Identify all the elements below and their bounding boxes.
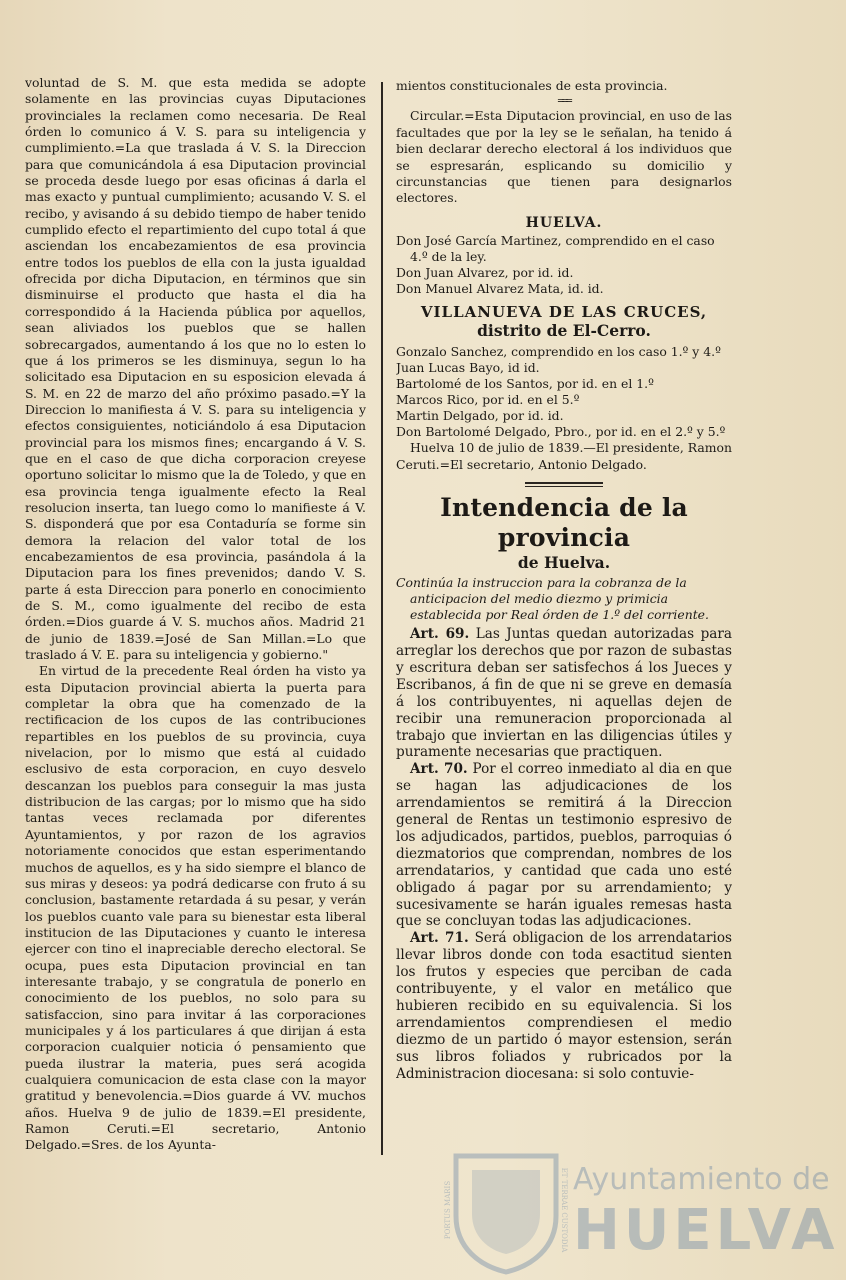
article-text: Será obligacion de los arrendatarios llevar libros donde con toda esactitud sienten los frutos y especies que perciban de cada contribuyente, y el valor en metálico que hubieren recibido en su equivalencia. Si los arrendamientos comprendiesen el medio diezmo de un partido ó mayor estension, serán sus libros foliados y rubricados por la Administracion diocesana: si solo contuvie- xyxy=(396,930,732,1082)
article-number: Art. 70. xyxy=(410,761,468,778)
huelva-heading: HUELVA. xyxy=(525,214,603,231)
villanueva-subheading: distrito de El-Cerro. xyxy=(477,321,651,341)
seal-text-right: ET TERRAE CUSTODIA xyxy=(560,1167,568,1253)
article-69 xyxy=(396,626,732,761)
villanueva-elector: Don Bartolomé Delgado, Pbro., por id. en el 2.º y 5.º xyxy=(396,424,726,440)
city-seal-icon xyxy=(442,1150,570,1275)
left-paragraph-2: En virtud de la precedente Real órden ha visto ya esta Diputacion provincial abierta la puerta para completar la obra que ha comenzado de la rectificacion de los cupos de las contribuciones repartibles en los pueblos de su provincia, cuya nivelacion, por lo mismo que está al cuidado esclusivo de esta corporacion, en cuyo desvelo descanzan los pueblos para conseguir la mas justa distribucion de las cargas; por lo mismo que ha sido tantas veces reclamada por diferentes Ayuntamientos, y por razon de los agravios notoriamente conocidos que estan esperimentando muchos de aquellos, es y ha sido siempre el blanco de sus miras y deseos: ya podrá dedicarse con fruto á su conclusion, bastamente retardada á su pesar, y verán los pueblos cuanto vale para su bienestar esta liberal institucion de las Diputaciones y cuanto le interesa ejercer con tino el inapreciable derecho electoral. Se ocupa, pues esta Diputacion provincial en tan interesante trabajo, y se congratula de ponerlo en conocimiento de los pueblos, no solo para su satisfaccion, sino para invitar á las corporaciones municipales y á los particulares á que dirijan á esta corporacion cualquier noticia ó pensamiento que pueda ilustrar la materia, pues será acogida cualquiera comunicacion de esta clase con la mayor gratitud y benevolencia.=Dios guarde á VV. muchos años. Huelva 9 de julio de 1839.=El presidente, Ramon Ceruti.=El secretario, Antonio Delgado.=Sres. de los Ayunta- xyxy=(25,663,366,1153)
continuation-text: mientos constitucionales de esta provincia. xyxy=(396,78,668,93)
left-column xyxy=(25,75,366,1165)
section-title: Intendencia de la provincia xyxy=(440,493,688,553)
article-text: Por el correo inmediato al dia en que se hagan las adjudicaciones de los arrendamientos se remitirá á la Direccion general de Rentas un testimonio espresivo de los adjudicados, partidos, pueblos, parroquias ó diezmatorios que comprendan, nombres de los arrendatarios, y cantidad que cada uno esté obligado á pagar por su arrendamiento; y sucesivamente se harán iguales remesas hasta que se concluyan todas las adjudicaciones. xyxy=(396,761,732,930)
right-column xyxy=(396,78,732,1178)
villanueva-heading: VILLANUEVA DE LAS CRUCES, xyxy=(420,303,708,322)
column-divider xyxy=(381,82,383,1155)
signature-line: Huelva 10 de julio de 1839.—El presidente, Ramon Ceruti.=El secretario, Antonio Delgado. xyxy=(396,440,732,472)
section-subtitle: de Huelva. xyxy=(517,553,611,573)
huelva-elector: Don José García Martinez, comprendido en el caso 4.º de la ley. xyxy=(396,233,715,265)
separator: ═══ xyxy=(557,96,571,108)
article-71 xyxy=(396,930,732,1082)
villanueva-elector: Gonzalo Sanchez, comprendido en los caso 1.º y 4.º xyxy=(396,344,721,360)
archive-watermark xyxy=(440,1150,840,1275)
article-70 xyxy=(396,761,732,930)
huelva-elector: Don Juan Alvarez, por id. id. xyxy=(396,265,574,281)
section-intro: Continúa la instruccion para la cobranza de la anticipacion del medio diezmo y primicia establecida por Real órden de 1.º del corriente. xyxy=(396,575,709,623)
section-rule xyxy=(525,482,603,487)
villanueva-elector: Juan Lucas Bayo, id id. xyxy=(396,360,540,376)
circular-text: Circular.=Esta Diputacion provincial, en uso de las facultades que por la ley se le señalan, ha tenido á bien declarar derecho electoral á los individuos que se espresarán, esplicando su domicilio y circunstancias que tienen para designarlos electores. xyxy=(396,108,732,206)
villanueva-elector: Marcos Rico, por id. en el 5.º xyxy=(396,392,580,408)
watermark-line-1: Ayuntamiento de xyxy=(573,1162,830,1197)
huelva-elector: Don Manuel Alvarez Mata, id. id. xyxy=(396,281,604,297)
seal-text-left: PORTUS MARIS xyxy=(444,1180,452,1240)
article-number: Art. 71. xyxy=(410,930,469,947)
villanueva-elector: Martin Delgado, por id. id. xyxy=(396,408,564,424)
article-number: Art. 69. xyxy=(410,626,470,643)
watermark-line-2: HUELVA xyxy=(573,1198,839,1263)
villanueva-elector: Bartolomé de los Santos, por id. en el 1.º xyxy=(396,376,654,392)
article-text: Las Juntas quedan autorizadas para arreglar los derechos que por razon de subastas y escritura deban ser satisfechos á los Jueces y Escribanos, á fin de que ni se greve en demasía á los contribuyentes, ni aquellas dejen de recibir una remuneracion proporcionada al trabajo que inviertan en las diligencias útiles y puramente necesarias que practiquen. xyxy=(396,626,732,761)
left-paragraph-1: voluntad de S. M. que esta medida se adopte solamente en las provincias cuyas Diputaciones provinciales la reclamen como necesaria. De Real órden lo comunico á V. S. para su inteligencia y cumplimiento.=La que traslada á V. S. la Direccion para que comunicándola á esa Diputacion provincial se proceda desde luego por esas oficinas á darla el mas exacto y puntual cumplimiento; acusando V. S. el recibo, y avisando á su debido tiempo de haber tenido cumplido efecto el repartimiento del cupo total á que asciendan los encabezamientos de esa provincia entre todos los pueblos de ella con la justa igualdad ofrecida por dicha Diputacion, en términos que sin disminuirse el producto que hasta el dia ha correspondido á la Hacienda pública por aquellos, sean aliviados los pueblos que se hallen sobrecargados, aumentando á los que no lo esten lo que á los primeros se les disminuya, segun lo ha solicitado esa Diputacion en su esposicion elevada á S. M. en 22 de marzo del año próximo pasado.=Y la Direccion lo manifiesta á V. S. para su inteligencia y efectos consiguientes, noticiándolo á esa Diputacion provincial para los mismos fines; encargando á V. S. que en el caso de que dicha corporacion creyese oportuno solicitar lo mismo que la de Toledo, y que en esa provincia tenga igualmente efecto la Real resolucion inserta, tan luego como lo manifieste á V. S. disponderá que por esa Contaduría se forme sin demora la relacion del valor total de los encabezamientos de esa provincia, pasándola á la Diputacion para los fines prevenidos; dando V. S. parte á esta Direccion para ponerlo en conocimiento de S. M., como igualmente del recibo de esta órden.=Dios guarde á V. S. muchos años. Madrid 21 de junio de 1839.=José de San Millan.=Lo que traslado á V. E. para su inteligencia y gobierno." xyxy=(25,75,366,663)
